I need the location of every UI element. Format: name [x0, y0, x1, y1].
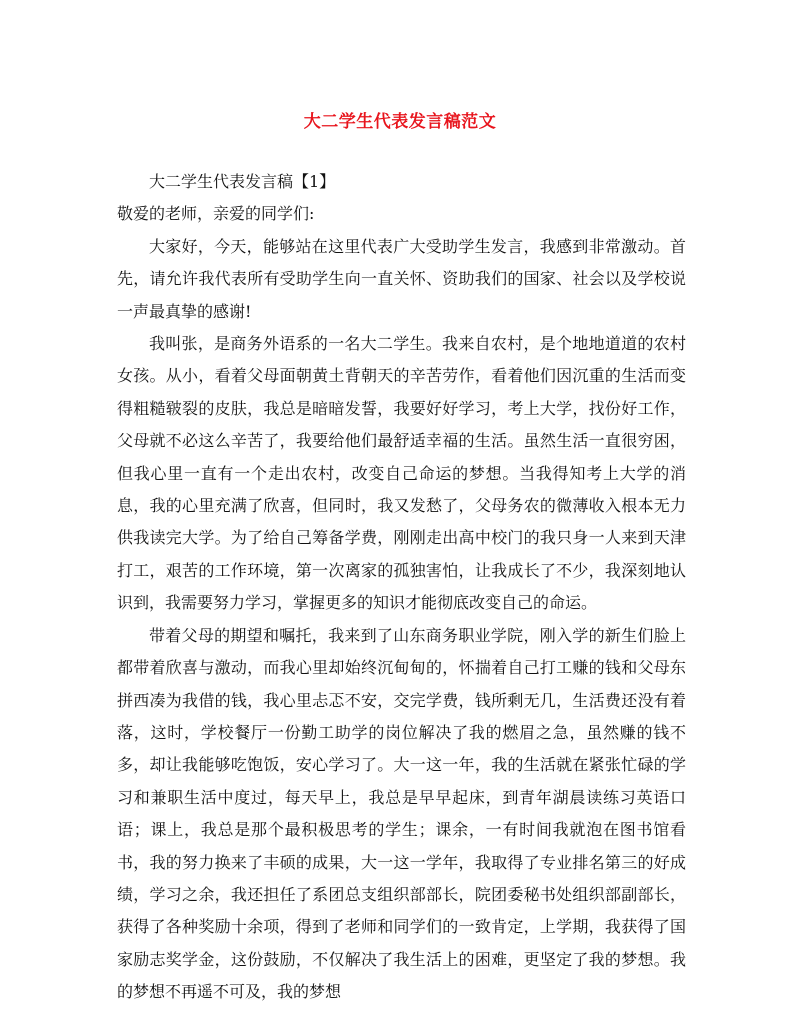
salutation: 敬爱的老师，亲爱的同学们: [117, 204, 315, 224]
document-body [117, 166, 686, 1009]
paragraph: 大家好，今天，能够站在这里代表广大受助学生发言，我感到非常激动。首先，请允许我代表所有受助学生向一直关怀、资助我们的国家、社会以及学校说一声最真挚的感谢! [117, 236, 686, 321]
document-subtitle: 大二学生代表发言稿【1】 [149, 172, 336, 191]
document-title: 大二学生代表发言稿范文 [303, 112, 497, 132]
paragraph: 我叫张，是商务外语系的一名大二学生。我来自农村，是个地地道道的农村女孩。从小，看着父母面朝黄土背朝天的辛苦劳作，看着他们因沉重的生活而变得粗糙皲裂的皮肤，我总是暗暗发誓，我要好好学习，考上大学，找份好工作，父母就不必这么辛苦了，我要给他们最舒适幸福的生活。虽然生活一直很穷困，但我心里一直有一个走出农村，改变自己命运的梦想。当我得知考上大学的消息，我的心里充满了欣喜，但同时，我又发愁了，父母务农的微薄收入根本无力供我读完大学。为了给自己筹备学费，刚刚走出高中校门的我只身一人来到天津打工，艰苦的工作环境，第一次离家的孤独害怕，让我成长了不少，我深刻地认识到，我需要努力学习，掌握更多的知识才能彻底改变自己的命运。 [117, 334, 686, 613]
paragraph: 带着父母的期望和嘱托，我来到了山东商务职业学院，刚入学的新生们脸上都带着欣喜与激动，而我心里却始终沉甸甸的，怀揣着自己打工赚的钱和父母东拼西凑为我借的钱，我心里忐忑不安，交完学费，钱所剩无几，生活费还没有着落，这时，学校餐厅一份勤工助学的岗位解决了我的燃眉之急，虽然赚的钱不多，却让我能够吃饱饭，安心学习了。大一这一年，我的生活就在紧张忙碌的学习和兼职生活中度过，每天早上，我总是早早起床，到青年湖晨读练习英语口语；课上，我总是那个最积极思考的学生；课余，一有时间我就泡在图书馆看书，我的努力换来了丰硕的成果，大一这一学年，我取得了专业排名第三的好成绩，学习之余，我还担任了系团总支组织部部长，院团委秘书处组织部副部长，获得了各种奖励十余项，得到了老师和同学们的一致肯定，上学期，我获得了国家励志奖学金，这份鼓励，不仅解决了我生活上的困难，更坚定了我的梦想。我的梦想不再遥不可及，我的梦想 [117, 625, 686, 1002]
